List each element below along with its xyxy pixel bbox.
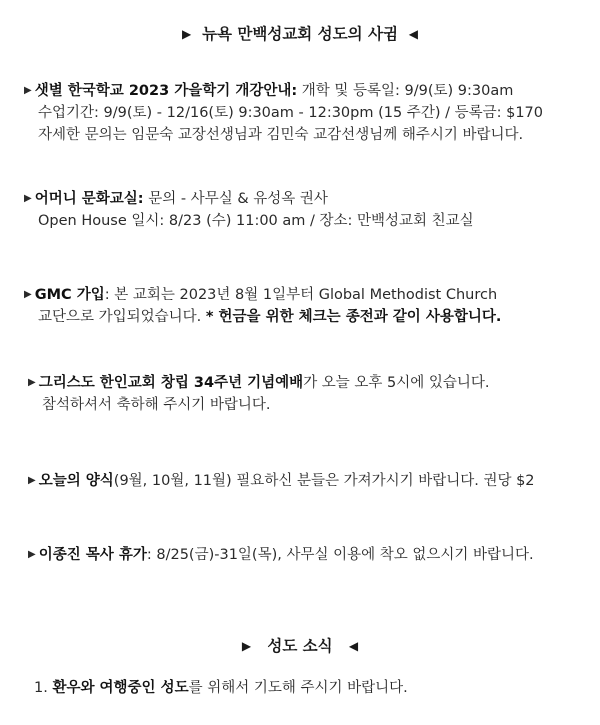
bullet-arrow-icon: ▶ bbox=[24, 85, 32, 96]
page-title-text: 뉴욕 만백성교회 성도의 사귐 bbox=[202, 25, 398, 43]
bullet-arrow-icon: ▶ bbox=[28, 475, 36, 486]
bullet-arrow-icon: ▶ bbox=[24, 289, 32, 300]
play-left-icon: ◀ bbox=[348, 639, 359, 653]
announcement-heading: 샛별 한국학교 2023 가을학기 개강안내: bbox=[34, 83, 298, 99]
news-item-emphasis: 환우와 여행중인 성도 bbox=[52, 680, 189, 696]
announcement-text: 자세한 문의는 임문숙 교장선생님과 김민숙 교감선생님께 해주시기 바랍니다. bbox=[38, 127, 524, 143]
announcement-heading: 오늘의 양식 bbox=[38, 473, 114, 489]
play-right-icon: ▶ bbox=[241, 639, 252, 653]
announcement-mothers-class bbox=[24, 188, 474, 232]
announcement-text: 개학 및 등록일: 9/9(토) 9:30am bbox=[297, 83, 514, 99]
news-section-title-text: 성도 소식 bbox=[267, 637, 333, 655]
announcement-text: 수업기간: 9/9(토) - 12/16(토) 9:30am - 12:30pm (15 주간) / 등록금: $170 bbox=[38, 105, 544, 121]
bullet-arrow-icon: ▶ bbox=[28, 549, 36, 560]
announcement-text: 가 오늘 오후 5시에 있습니다. bbox=[303, 375, 490, 391]
play-right-icon: ▶ bbox=[182, 27, 192, 41]
play-left-icon: ◀ bbox=[408, 27, 418, 41]
announcement-text: Open House 일시: 8/23 (수) 11:00 am / 장소: 만백성교회 친교실 bbox=[38, 213, 474, 229]
announcement-text: : 8/25(금)-31일(목), 사무실 이용에 착오 없으시기 바랍니다. bbox=[146, 547, 534, 563]
announcement-text: 교단으로 가입되었습니다. bbox=[38, 309, 206, 325]
news-item-text: 를 위해서 기도해 주시기 바랍니다. bbox=[188, 680, 408, 696]
announcement-korean-school bbox=[24, 80, 543, 146]
page-title bbox=[0, 22, 600, 44]
bullet-arrow-icon: ▶ bbox=[28, 377, 36, 388]
announcement-emphasis: * 헌금을 위한 체크는 종전과 같이 사용합니다. bbox=[205, 309, 502, 325]
news-section-title bbox=[0, 634, 600, 656]
announcement-heading: 어머니 문화교실: bbox=[34, 191, 144, 207]
announcement-text: : 본 교회는 2023년 8월 1일부터 Global Methodist Church bbox=[104, 287, 498, 303]
announcement-heading: 그리스도 한인교회 창립 34주년 기념예배 bbox=[38, 375, 304, 391]
announcement-heading: GMC 가입 bbox=[34, 287, 105, 303]
announcement-gmc bbox=[24, 284, 501, 328]
bullet-arrow-icon: ▶ bbox=[24, 193, 32, 204]
announcement-text: (9월, 10월, 11월) 필요하신 분들은 가져가시기 바랍니다. 권당 $2 bbox=[113, 473, 535, 489]
announcement-pastor-vacation bbox=[28, 544, 534, 566]
announcement-text: 참석하셔서 축하해 주시기 바랍니다. bbox=[42, 397, 271, 413]
news-item-number: 1. bbox=[34, 680, 48, 696]
announcement-text: 문의 - 사무실 & 유성옥 권사 bbox=[143, 191, 328, 207]
announcement-daily-bread bbox=[28, 470, 535, 492]
announcement-heading: 이종진 목사 휴가 bbox=[38, 547, 147, 563]
news-item bbox=[34, 677, 408, 699]
announcement-anniversary bbox=[28, 372, 490, 416]
